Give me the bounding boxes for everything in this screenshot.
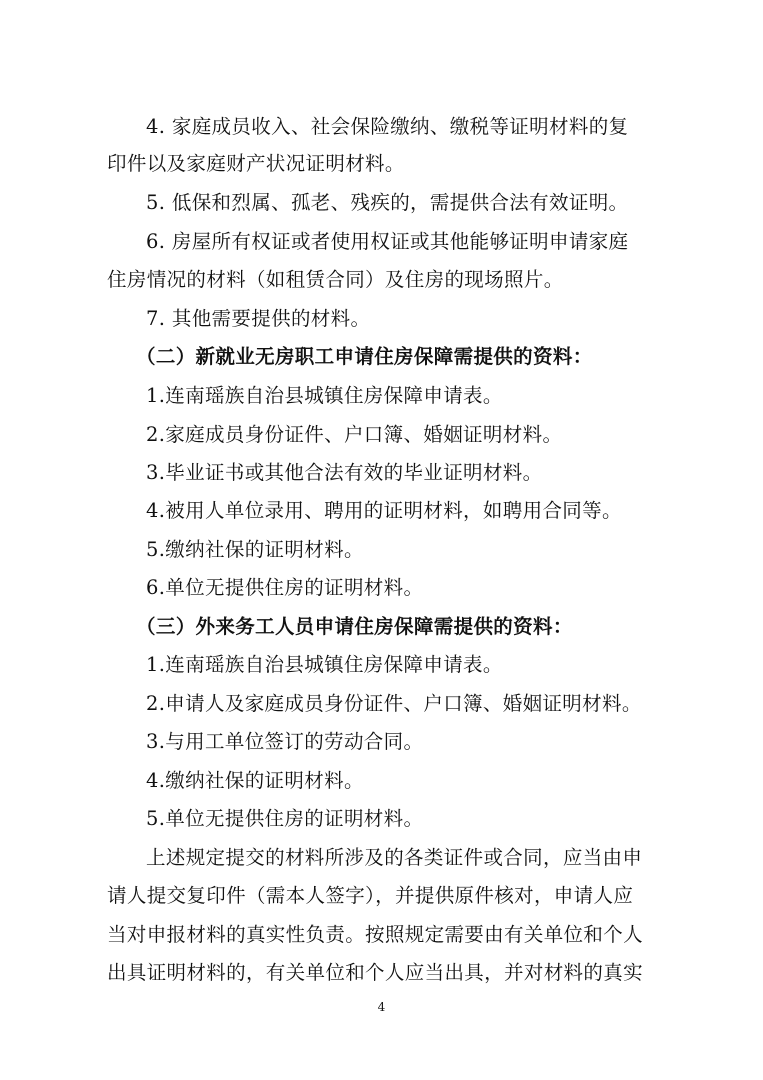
migrant-worker-item-4: 4.缴纳社保的证明材料。: [146, 769, 364, 792]
closing-paragraph-line-2: 请人提交复印件（需本人签字），并提供原件核对，申请人应: [107, 884, 634, 907]
closing-paragraph-line-1: 上述规定提交的材料所涉及的各类证件或合同，应当由申: [146, 846, 643, 869]
item-5-subsistence-proof: 5. 低保和烈属、孤老、残疾的，需提供合法有效证明。: [146, 191, 629, 214]
item-6-continuation: 住房情况的材料（如租赁合同）及住房的现场照片。: [107, 268, 564, 291]
new-employee-item-4: 4.被用人单位录用、聘用的证明材料，如聘用合同等。: [146, 499, 622, 522]
closing-paragraph-line-4: 出具证明材料的，有关单位和个人应当出具，并对材料的真实: [107, 961, 643, 984]
migrant-worker-item-3: 3.与用工单位签订的劳动合同。: [146, 730, 424, 753]
page-number: 4: [377, 1000, 386, 1014]
section-heading-migrant-workers: （三）外来务工人员申请住房保障需提供的资料：: [136, 615, 573, 638]
new-employee-item-3: 3.毕业证书或其他合法有效的毕业证明材料。: [146, 461, 543, 484]
new-employee-item-2: 2.家庭成员身份证件、户口簿、婚姻证明材料。: [146, 423, 563, 446]
closing-paragraph-line-3: 当对申报材料的真实性负责。按照规定需要由有关单位和个人: [107, 923, 643, 946]
new-employee-item-1: 1.连南瑶族自治县城镇住房保障申请表。: [146, 384, 503, 407]
migrant-worker-item-1: 1.连南瑶族自治县城镇住房保障申请表。: [146, 653, 503, 676]
item-4-continuation: 印件以及家庭财产状况证明材料。: [107, 152, 405, 175]
item-4-income-docs: 4. 家庭成员收入、社会保险缴纳、缴税等证明材料的复: [146, 115, 629, 138]
migrant-worker-item-5: 5.单位无提供住房的证明材料。: [146, 807, 424, 830]
item-7-other-materials: 7. 其他需要提供的材料。: [146, 307, 371, 330]
new-employee-item-5: 5.缴纳社保的证明材料。: [146, 538, 364, 561]
section-heading-new-employees: （二）新就业无房职工申请住房保障需提供的资料：: [136, 345, 593, 368]
item-6-property-certificate: 6. 房屋所有权证或者使用权证或其他能够证明申请家庭: [146, 230, 629, 253]
migrant-worker-item-2: 2.申请人及家庭成员身份证件、户口簿、婚姻证明材料。: [146, 692, 642, 715]
new-employee-item-6: 6.单位无提供住房的证明材料。: [146, 576, 424, 599]
